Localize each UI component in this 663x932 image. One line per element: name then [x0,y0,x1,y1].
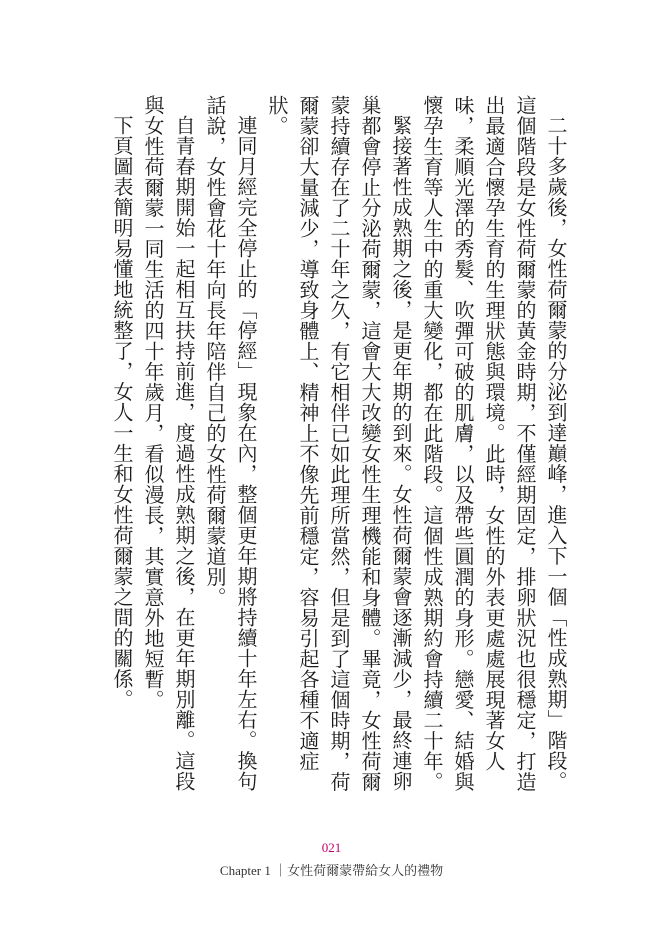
paragraph-3: 連同月經完全停止的「停經」現象在內，整個更年期將持續十年左右。換句話說，女性會花十年向長年陪伴自己的女性荷爾蒙道別。 [203,95,258,792]
paragraph-2: 緊接著性成熟期之後，是更年期的到來。女性荷爾蒙會逐漸減少，最終連卵巢都會停止分泌荷爾蒙，這會大大改變女性生理機能和身體。畢竟，女性荷爾蒙持續存在了二十年之久，有它相伴已如此理所當然，但是到了這個時期，荷爾蒙卻大量減少，導致身體上、精神上不像先前穩定，容易引起各種不適症狀。 [265,95,413,792]
page-number: 021 [321,840,342,855]
paragraph-4: 自青春期開始一起相互扶持前進，度過性成熟期之後，在更年期別離。這段與女性荷爾蒙一同生活的四十年歲月，看似漫長，其實意外地短暫。 [141,95,196,792]
running-footer: Chapter 1 ｜女性荷爾蒙帶給女人的禮物 [219,863,444,878]
paragraph-5: 下頁圖表簡明易懂地統整了，女人一生和女性荷爾蒙之間的關係。 [110,115,134,710]
body-text [106,95,571,795]
paragraph-1: 二十多歲後，女性荷爾蒙的分泌到達巔峰，進入下一個「性成熟期」階段。這個階段是女性荷爾蒙的黃金時期，不僅經期固定，排卵狀況也很穩定，打造出最適合懷孕生育的生理狀態與環境。此時，女性的外表更處處展現著女人味，柔順光澤的秀髮、吹彈可破的肌膚，以及帶些圓潤的身形。戀愛、結婚與懷孕生育等人生中的重大變化，都在此階段。這個性成熟期約會持續二十年。 [420,95,568,792]
